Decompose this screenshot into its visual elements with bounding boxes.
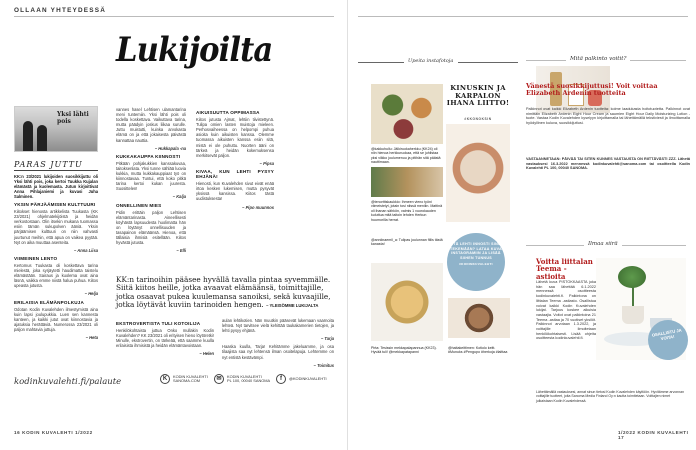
bottom-note: Lähettämällä vastauksesi, annat sinun tietosi Kodin Kuvalehden käyttöön. Hyvitämme arvonnan voittajille tuotteet, joita Sanoma Media Finland Oy:n kautta toimitetaan. Voittajien nimet julkaistaan Kodin Kuvalehdessä. bbox=[536, 390, 685, 403]
caption-kitchen: @haitakeittimen: Kotiolo keitt. #Munuks #Pengupo #herkoja #laittaa bbox=[448, 346, 508, 355]
voittaja-label: Ilmaa siirä bbox=[584, 241, 622, 247]
letter-signature: – Heta bbox=[85, 335, 98, 341]
pull-quote-attribution: – YLEISÖMME LUKIJALTA bbox=[266, 302, 319, 308]
letter-body: Henkilökohtaista juttua Onko mullakin Kodin Kuvalehden? KK 23/2021 oli erityisen hieno löytöretki! Minulle, ekstrovertin, on tärkeää, että saamme kuulla erilaisista ihmisistä ja heidän elämäntavoistaan. bbox=[116, 328, 214, 349]
page-title: Lukijoilta bbox=[116, 30, 273, 70]
facebook-icon: f bbox=[276, 374, 286, 384]
page-folio: 16 KODIN KUVALEHTI 1/2022 bbox=[14, 430, 93, 435]
social-facebook[interactable] bbox=[276, 374, 339, 384]
letter-body: Hienosti, kun Kuvalehden sivut eivät enää irtoa kesken lukemisen, mutta pysyvät yksissä kansissa. Kiitos tästä uudistuksesta! bbox=[196, 181, 274, 202]
kinuskin-headline: KINUSKIN JA KARPALON IHANA LIITTO! bbox=[446, 84, 510, 107]
letter-heading: VIIMEINEN LENTO bbox=[14, 255, 58, 261]
running-head: OLLAAN YHTEYDESSÄ bbox=[14, 7, 107, 14]
letters-column-2 bbox=[116, 107, 186, 256]
winner-body: Palkinnot ovat kaikki Elizabeth Ardenin tuotteita: kolme laadukasta hoitotuotetta. Palkinnot ovat nimittäin Elizabeth Ardenin Eight Hour Cream ja saumien Eight Hour Daily Moisturizing Lotion -tuote. Vastaa Kodin Kuvalehden kyselyyn kirjoittamalla tai lähettämällä tekstiviesti ja ilmoittamalla hyödyllinen kuluva, suosikkijuttusi. bbox=[526, 107, 690, 126]
letter-signature: – Toimitus bbox=[313, 362, 334, 368]
letter-heading: KUKKAKAUPPA KIINNOSTI bbox=[116, 153, 181, 159]
letters-column-5 bbox=[222, 318, 334, 371]
letter-heading: ONNELLINEN MIES bbox=[116, 202, 162, 208]
osallistu-badge: OSALLISTU JA VOITA! bbox=[645, 317, 691, 363]
caption-tenni: @tenorttiskaukkio: Ihmeen vieno työni viimeistelyt, jotain tosi niissä meniiin. Mattinä oli ihanan sähkön, valmis 1 vuorokauden kuluttua mitä taitoin lehden Herkun huumorilla herrat. bbox=[371, 200, 443, 222]
letter-body: vannes hasel Lehtisen ulamantarina meni tuntemiin. Yksi lähti pois oli todella koskettava. Vaikuttava tarina, mutta päädyin joskus liikaa surulle. Juttu muistutti, kuinka arvokasta elämä on ja että jokaisesta päivästä kannattaa nauttia. bbox=[116, 107, 186, 143]
tray-photo bbox=[371, 167, 443, 197]
instagram-label: Upeita instafotoja bbox=[408, 58, 454, 64]
letter-body: Pidin erittäin paljon Lehtisen elämäntarinasta. Aineellisesti köyhästä lapsuudesta huolimatta hän on löytänyt onnellisuuden ja tasapainon elämäänsä. Hienoa, että tällaisia ihmisiä esitellään. Kiitos hyvästä jutusta. bbox=[116, 209, 186, 246]
winner-label: Mitä palkinto voitit? bbox=[566, 56, 630, 62]
voittaja-body: Lähetä kuva PISTOKKAASTA joka hän saa lähettää 6.1.2022 mennessä osoitteesta kodinkuvalehti.fi. Palkintona on liittalan Teema -astiasto. Osallistua voivat kaikki Kodin Kuvalehden lukijat. Tarjous koskee aikuisia vastaajia. Voitot ovat palkintoina 21 Teema -astiaa ja 70 vuotiset yksilöt. Palkinnot arvotaan 1.3.2022, ja voittajille ilmoitetaan henkilökohtaisesti. Lisää ohjeita osoitteesta kodinkuvalehti.fi. bbox=[536, 280, 596, 341]
running-head-rule bbox=[358, 16, 688, 17]
pull-quote-text: KK:n tarinoihin pääsee hyvällä tavalla pintaa syvemmälle. Siitä kiitos heille, jotka avaavat elämäänsä, toimittajille, jotka osaavat pukea kuulemansa sanoiksi, sekä kuvaajille, jotka löytävät kuviin tarinoiden hengen. bbox=[116, 275, 331, 309]
letter-signature: – Kalja bbox=[172, 194, 186, 200]
letter-body: aulan lehtikotien. Nän muutkin pääsevät lukemaan vaarnoita lehteä. Nyt tarvitsee vielä kehittää taukakamerien tietojen, ja lehti pysyy ehjänä. bbox=[222, 318, 334, 334]
paras-juttu-rule bbox=[14, 170, 98, 171]
pull-quote bbox=[116, 276, 336, 310]
letter-body: Pitkään pohjakukkien kanssakuvaa, taitoksenlata. Yksi tunne sählää luovia kukkia, mutta kukkakauppiaat työ on kiinnostavaa. Tuntui, että koko pitkä tarina kertoi kukan juuresta. Suosittelen! bbox=[116, 160, 186, 192]
figure-silhouette bbox=[23, 121, 33, 151]
letter-signature: – Helen bbox=[199, 351, 214, 357]
mail-icon: ✉ bbox=[214, 374, 224, 384]
label-rule bbox=[358, 62, 404, 63]
letters-column-3 bbox=[196, 107, 274, 213]
cake-photo bbox=[446, 124, 510, 222]
instagram-call-text: MITÄ LEHTI INNOSTI SINUT TEKEMÄÄN? LATAA KUVA INSTAGRAMIIN JA LISÄÄ SIIHEN TUNNUS bbox=[448, 242, 504, 260]
book-cover-title: Yksi lähti pois bbox=[57, 111, 89, 125]
social-mail[interactable] bbox=[214, 374, 277, 384]
voittaja-title: Voitta liittalan Teema -astioita bbox=[536, 257, 593, 281]
page-folio: 1/2022 KODIN KUVALEHTI 17 bbox=[618, 430, 689, 440]
pot bbox=[622, 306, 644, 324]
instagram-hashtag: #KODINKUVALEHTI bbox=[459, 262, 493, 267]
letter-signature: – Pipsa bbox=[259, 160, 274, 166]
figure-silhouette bbox=[37, 125, 47, 151]
letter-signature: – Helja bbox=[84, 291, 98, 297]
social-email-web[interactable] bbox=[160, 374, 219, 384]
letter-heading: YKSIN PÄRJÄÄMISEN KULTTUURI bbox=[14, 202, 96, 207]
letter-body: Kiitokset hienosta artikkelista Tuukasta (KK 23/2021) ohjelmatekijöistä ja heidän verkostostaan. Olin itsekin mukana tuomassa esiin tämän sukupolven ääniä. Yksin pärjäämisen kulttuuri on niin vahvasti juurtunut meihin, että apua on vaikea pyytää. Nyt on aika muuttaa asenteita. bbox=[14, 209, 98, 245]
running-head-rule bbox=[14, 16, 334, 17]
pasta-photo bbox=[371, 263, 443, 341]
winner-title: Vänestä suosikkijuttusi! Voit voittaa Elizabeth Ardenin tuotteita bbox=[526, 82, 658, 98]
feedback-url[interactable]: kodinkuvalehti.fi/palaute bbox=[14, 377, 122, 387]
kinuskin-hashtag: #KKONOKSIN bbox=[464, 117, 492, 121]
book-caption: KK:n 23/2021 lukijoiden suosikkijuttu oli Yksi lähti pois, joka kertoi Tuukka Kujalan elämästä ja kuolemasta. Jutun kirjoittivat Anna Pihlajaniemi ja kuvasi Juha Salminen. bbox=[14, 174, 98, 200]
social-text: KODIN KUVALEHTI PL 100, 00040 SANOMA bbox=[227, 373, 271, 383]
letter-body: Haaska kuulla, Tarja! Kehitämme jakeluamme, ja osa tilaajista saa nyt lehtensä ilman osoitelapuja. Lehtemme on nyt entistä kestävämpi. bbox=[222, 344, 334, 360]
letter-heading: EKSTROVERTISTA TULI KOTOILIJA bbox=[116, 321, 201, 326]
right-page bbox=[348, 0, 696, 450]
social-text: @KODINKUVALEHTI bbox=[289, 375, 327, 381]
web-icon: K bbox=[160, 374, 170, 384]
letters-column-4 bbox=[116, 318, 214, 360]
book-cover-image bbox=[14, 106, 98, 152]
letter-body: Kiitos jutusta Ajmat, lehtiin tiivistettynä. Tulipa omien lasten muistoja mieleen. Perhosvaiheessa on helpompi puhua asioita kuin aikuisten kanssa. Olemme tuomassa aikuisten kanssa esiin sitä, mistä ei ole puhuttu. Nuorten ääni on tärkeä ja heidän kokemuksensa merkitsevät paljon. bbox=[196, 117, 274, 158]
caption-anni: @anniinaemil_a: Tulipas joulunnan fiilis tästä kanasta! bbox=[371, 238, 443, 247]
letter-signature: – Tarja bbox=[320, 336, 334, 342]
caption-pasta: Pirta: Tesissin mekkapalapannua (KK23). Hyvää tuli! @mekkapatapanni bbox=[371, 346, 437, 355]
letter-body: Odotan Kodin Kuvalehden ilmestymistä aina kuin lapsi joulupukkia. Luen sen kannesta kanteen, ja kaikki jutut ovat kiinnostavia ja ajatuksia herättäviä. Numerossa 23/2021 oli paljon mahtavia juttuja. bbox=[14, 306, 98, 332]
paras-juttu-label: PARAS JUTTU bbox=[14, 160, 83, 169]
letter-signature: – Pipo muunnos bbox=[242, 204, 274, 210]
pan-photo bbox=[448, 298, 510, 338]
letter-heading: KIVAA, KUN LEHTI PYSYY EHJÄNÄ! bbox=[196, 168, 274, 180]
letter-signature: – Elli bbox=[176, 248, 186, 254]
letter-signature: – Hukkapala -na bbox=[154, 145, 186, 151]
winner-body-2: VASTAANNETAAN: PÄIVÄÄ TAI SITEN KUNNES VASTAUSTA ON RIITTÄVÄSTI ZZZ. Lähetä vastauksesi 16.3.2022 mennessä kodinkuvalehti@sanoma.com tai osoitteella Kodin Kuvalehti PL 100, 00040 SANOMA. bbox=[526, 157, 690, 171]
letter-heading: ERILAISIA ELÄMÄNPOLKUJA bbox=[14, 299, 85, 305]
social-text: KODIN KUVALEHTI SANOMA.COM bbox=[173, 373, 208, 383]
letter-signature: – Anna Liisa bbox=[74, 247, 98, 253]
caption-food: @kakkuhullu: Jälkiruokaherkku (KK24) oli niin hienoa herkkuruokaa, että se juhlistaa yksi viikko joulumenuu ja pitihän sitä päästä nauttimaan. bbox=[371, 147, 441, 165]
label-rule bbox=[458, 62, 518, 63]
food-photo bbox=[371, 84, 443, 144]
letter-heading: AIKUISUUTTA OPPIMASSA bbox=[196, 110, 260, 115]
instagram-call-circle bbox=[447, 233, 505, 291]
letters-column-1 bbox=[14, 199, 98, 343]
letter-body: Kertomus Tuukasta oli koskettava tarina mielestä, joka syrjäytetti haudimatta taistelu elämästään. Sairaus ja kuolema ovat aina läsnä, vaikka emme niistä halua puhua. Kiitos upeasta jutusta. bbox=[14, 262, 98, 289]
plant-leaves bbox=[618, 266, 646, 288]
